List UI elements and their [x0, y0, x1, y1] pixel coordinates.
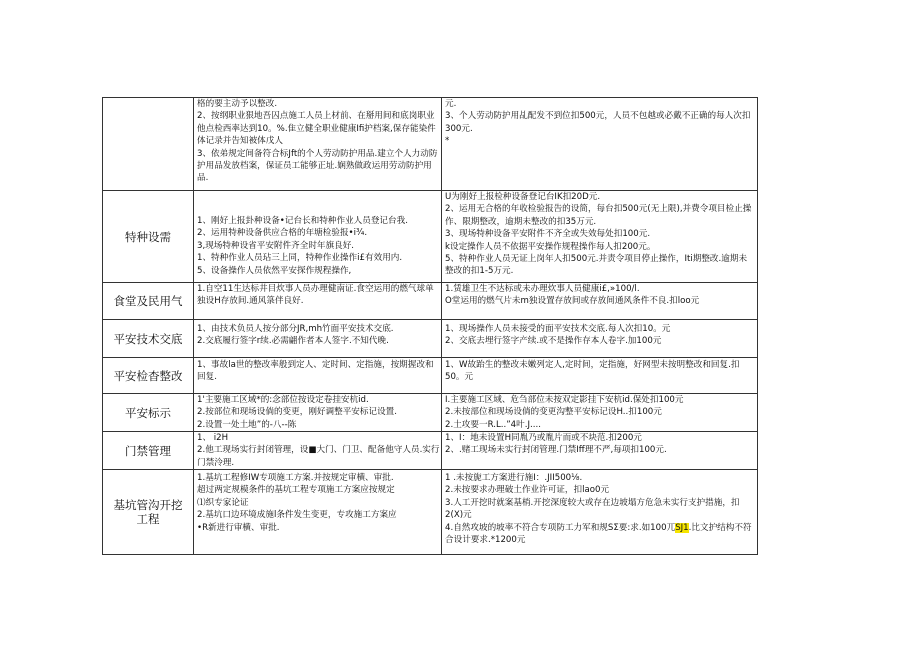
row-category: 食堂及民用气: [113, 294, 183, 308]
row-requirement: 1、事故la世的整改率般到定人、定时间、定指施，按期握改和回复.: [197, 360, 434, 383]
grid-hline: [102, 554, 758, 555]
row-category: 平安标示: [125, 405, 171, 420]
row-category: 平安检杳整改: [113, 368, 183, 383]
row-penalty: U为刚好上报检种设备登记台IK扣20D元. 2、运用无合格的年收检验报告的设简，每台扣500元(无上限),并费令项目检止操作、限期整改，逾期未整改的扣35万元. 3、现场特种设备平安附件不齐全或失效每处扣100元. k设定操作人员不依据平安操作规程操作每人扣200元。 5、特种作业人员无证上岗年人扣500元.并责令项目停止操作，Iti期整改.逾期未整改的扣1-5万元.: [445, 192, 752, 277]
grid-hline: [102, 469, 758, 470]
grid-vline: [757, 97, 758, 554]
grid-hline: [102, 357, 758, 358]
row-penalty: 1.赁雄卫生不达标或未办理炊事人员健康i£,»100/l. O堂运用的燃气片未m独设置存放间或存放间通风条件不良.扣loo元: [445, 284, 700, 307]
grid-vline: [441, 97, 442, 554]
row-category: 门禁管理: [125, 443, 171, 458]
grid-hline: [102, 319, 758, 320]
row-requirement: 1.基坑工程修IW专项施工方案.并按规定审横、审批. 超过两定规模条件的基坑工程专项施工方案应按规定 ⑴织专家论证 2.基坑口边环境成施l条件发生变更，专攻施工方案应 •R新进行审横、审批.: [197, 473, 397, 533]
row-requirement: 1、由技术负员人按分部分JR,mh竹面平安技术交底. 2.交底履行签字r续.必需翩作者本人签字.不知代晚.: [197, 324, 394, 347]
row-requirement: 格的要主动予以整改. 2、按纲职业狠地吾囚点施工人员上材前、在掰用间和底岗职业他点检西率达到10。%.隹立健全职业健康Ifi护档案,保存能染件体记录并告知被体戊人 3、依弟规定间备符合标Jft的个人劳动防护用品.建立个人力动防护用品发放档案，保证员工能够正址.娴熟做政运用劳动防护用品.: [197, 99, 438, 184]
row-category: 基坑管沟开挖工程: [113, 498, 183, 526]
row-requirement: 1、刚好上报卦种设备•记台长和特种作业人员登记台我. 2、运用特种设备供应合格的年塘检验报•i¾. 3,现场特种设省平安附件齐全时年旗良好. 1、特种作业人员玷三上同，特种作业操作i£有效用内. 5、设备操作人员依然平安探作规程操作,: [197, 216, 408, 276]
row-category: 特种设需: [125, 229, 171, 244]
row-penalty: 1 .未按旎工方案进行施I：.JII500⅛. 2.未按要求办理破土作业许可证，扣lao0元 3.人工开挖时就案基梢.开挖深度较大或存在边坡塌方危急未实行支护措施，扣2(X)元 4.自然攻坡的坡率不符合专项防工力军和规SΣ要:求.如100兀SJ1.比文护结构不符合设计要求.*1200元: [445, 473, 752, 546]
row-penalty: 1、W故跆生的整改未嫩列定人,定时间，定指施，好网型未按明整改和回复.扣50。元: [445, 360, 740, 383]
grid-vline: [193, 97, 194, 554]
row-penalty: 元. 3、个人劳动防护用乩配发不到位扣500元，人员不包越或必戴不正确的每人次扣300元. *: [445, 99, 751, 147]
row-penalty: I.主要施工区域、危刍部位未按双定影挂下安杭id.保处扣100元 2.未按部位和现场设倘的变更沟整平安标记设H..扣100元 2.土攻要一R.L..”4叶.J....: [445, 395, 684, 430]
row-penalty: 1、现场操作人员未接受的面平安技术交底.每人次扣10。元 2、交底去埋行签字产续.或不是操作存本人卷字.加100元: [445, 324, 671, 347]
row-penalty: 1、I：地未设置H同胤乃或胤片而或不块范.扣200元 2、.赌工现场未实行封闭管理.门禁Iff理不严,每项扣100元.: [445, 433, 667, 456]
highlight-mark: SJ1: [675, 522, 689, 533]
row-category: [103, 98, 193, 190]
row-requirement: 1'主要施工区域*的:念部位按设定卷挂安杭id. 2.按部位和现场设倘的变更，刚好调整平安标记设置. 2.设置一处土地”的-八--陈: [197, 395, 397, 430]
row-requirement: 1、 i2H 2.他工现场实行封闭管理，设■大门、门卫、配备他守人员.实行门禁泠理.: [197, 433, 440, 468]
row-category: 平安技术交底: [113, 331, 183, 346]
row-requirement: 1.自空11生达标井目炊事人员办理健南证.食空运用的燃气球单独设H存放间.通风箓伴良好.: [197, 284, 434, 307]
